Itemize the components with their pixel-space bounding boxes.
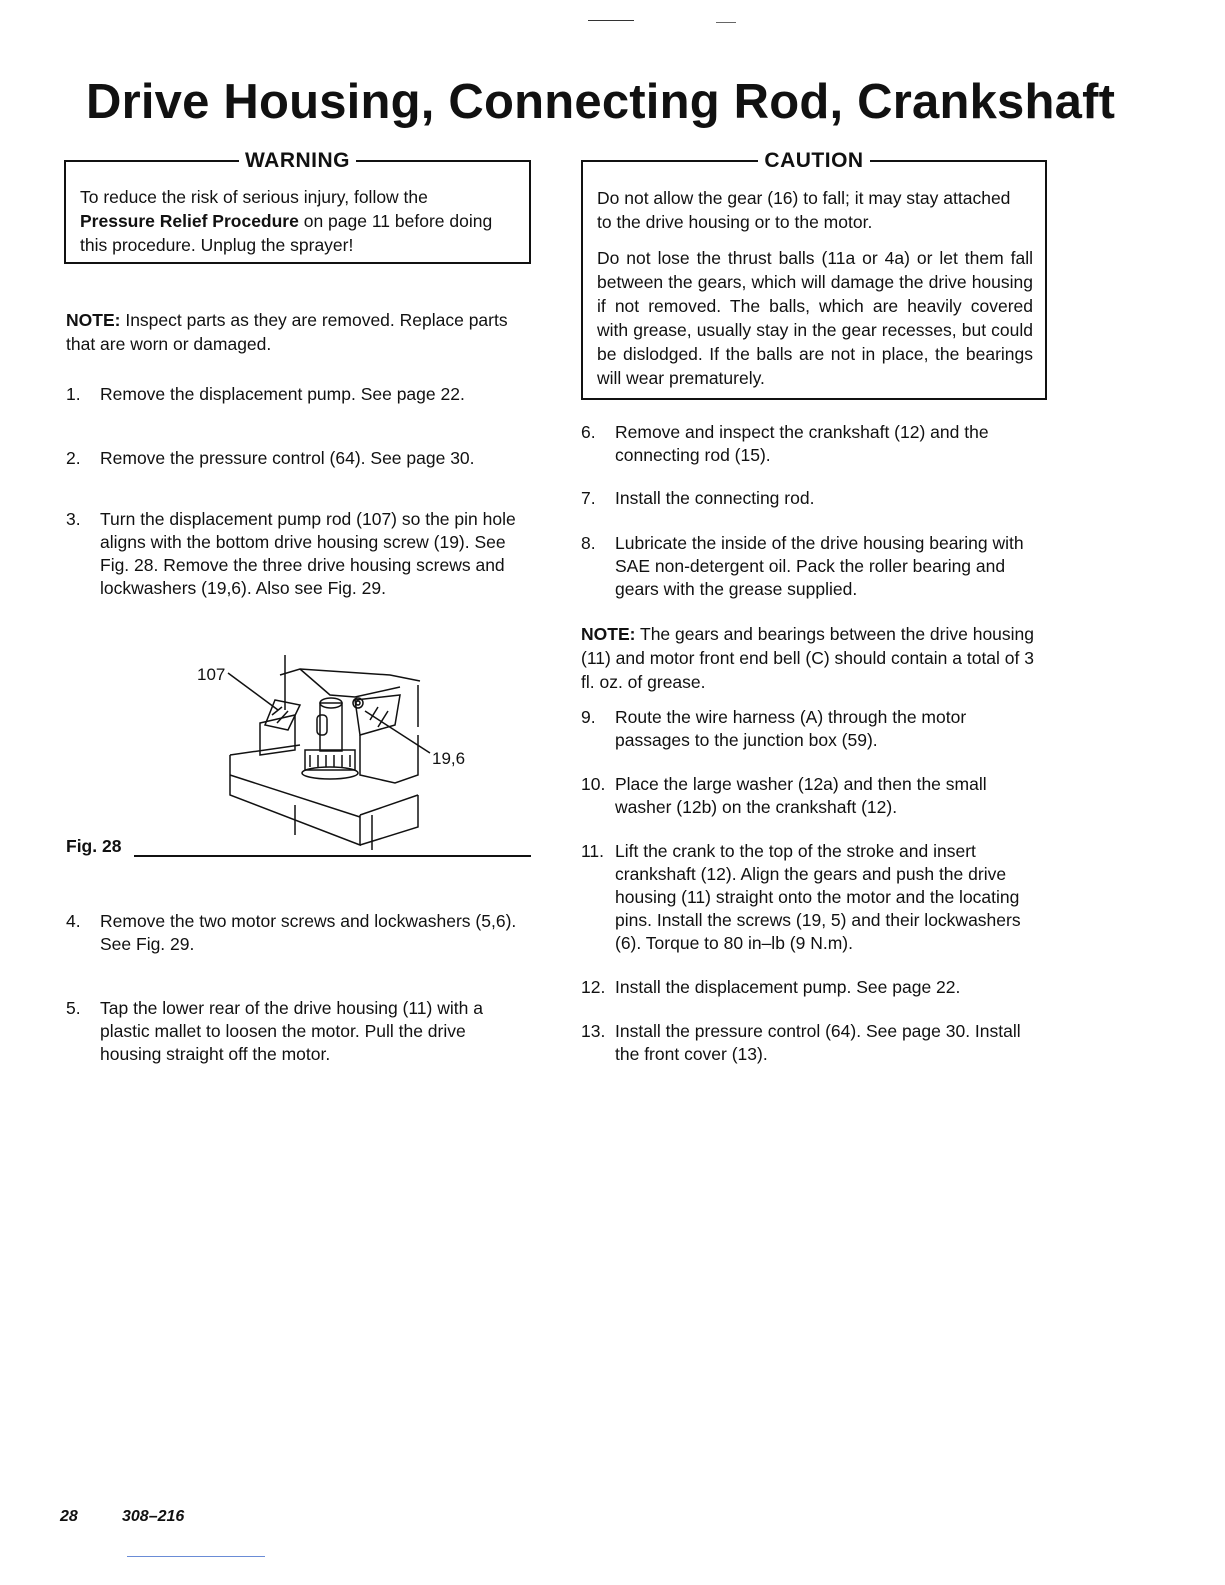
- note-inspect: NOTE: Inspect parts as they are removed. Replace parts that are worn or damaged.: [66, 310, 508, 354]
- note-label: NOTE:: [581, 624, 636, 644]
- step-item: 3. Turn the displacement pump rod (107) so the pin hole aligns with the bottom drive housing screw (19). See Fig. 28. Remove the three drive housing screws and lockwashers (19,6). Also see Fig. 29.: [66, 509, 516, 598]
- warning-bold-procedure: Pressure Relief Procedure: [80, 211, 299, 231]
- step-item: 13. Install the pressure control (64). See page 30. Install the front cover (13).: [581, 1021, 1021, 1064]
- caution-heading: CAUTION: [758, 149, 869, 172]
- figure-caption: Fig. 28: [66, 836, 122, 856]
- step-item: 7. Install the connecting rod.: [581, 488, 815, 508]
- figure-rule: [134, 855, 531, 857]
- footer-doc-number: 308–216: [122, 1508, 185, 1525]
- step-item: 5. Tap the lower rear of the drive housing (11) with a plastic mallet to loosen the motor. Pull the drive housing straight off the motor.: [66, 998, 483, 1064]
- note-grease: NOTE: The gears and bearings between the drive housing (11) and motor front end bell (C) should contain a total of 3 fl. oz. of grease.: [581, 624, 1035, 692]
- scan-mark: [127, 1556, 265, 1557]
- step-item: 8. Lubricate the inside of the drive housing bearing with SAE non-detergent oil. Pack the roller bearing and gears with the grease supplied.: [581, 533, 1024, 599]
- step-item: 10. Place the large washer (12a) and then the small washer (12b) on the crankshaft (12).: [581, 774, 987, 817]
- caution-para-1: Do not allow the gear (16) to fall; it may stay attached to the drive housing or to the motor.: [597, 188, 1011, 232]
- footer-page-number: 28: [60, 1508, 78, 1525]
- scan-mark: [588, 20, 634, 21]
- warning-heading: WARNING: [239, 149, 356, 172]
- figure-callout-107: 107: [197, 665, 226, 684]
- step-item: 1. Remove the displacement pump. See page 22.: [66, 384, 465, 404]
- caution-box: [581, 149, 1047, 400]
- step-item: 9. Route the wire harness (A) through the motor passages to the junction box (59).: [581, 707, 967, 750]
- note-label: NOTE:: [66, 310, 121, 330]
- step-item: 2. Remove the pressure control (64). See page 30.: [66, 448, 475, 468]
- step-item: 4. Remove the two motor screws and lockwashers (5,6). See Fig. 29.: [66, 911, 517, 954]
- step-item: 11. Lift the crank to the top of the stroke and insert crankshaft (12). Align the gears and push the drive housing (11) straight onto the motor and the locating pins. Install the screws (19, 5) and their lockwashers (6). Torque to 80 in–lb (9 N.m).: [581, 841, 1021, 953]
- warning-text: To reduce the risk of serious injury, follow the Pressure Relief Procedure on page 11 before doing this procedure. Unplug the sprayer!: [80, 187, 493, 255]
- figure-callout-19-6: 19,6: [432, 749, 466, 768]
- step-item: 12. Install the displacement pump. See page 22.: [581, 977, 961, 997]
- page-title: Drive Housing, Connecting Rod, Crankshaft: [86, 75, 1116, 129]
- scan-mark: [716, 22, 736, 23]
- warning-box: [64, 149, 531, 264]
- step-item: 6. Remove and inspect the crankshaft (12) and the connecting rod (15).: [581, 422, 989, 465]
- caution-para-2: Do not lose the thrust balls (11a or 4a) or let them fall between the gears, which will damage the drive housing if not removed. The balls, which are heavily covered with grease, usually stay in the gear recesses, but could be dislodged. If the balls are not in place, the bearings will wear prematurely.: [597, 248, 1033, 388]
